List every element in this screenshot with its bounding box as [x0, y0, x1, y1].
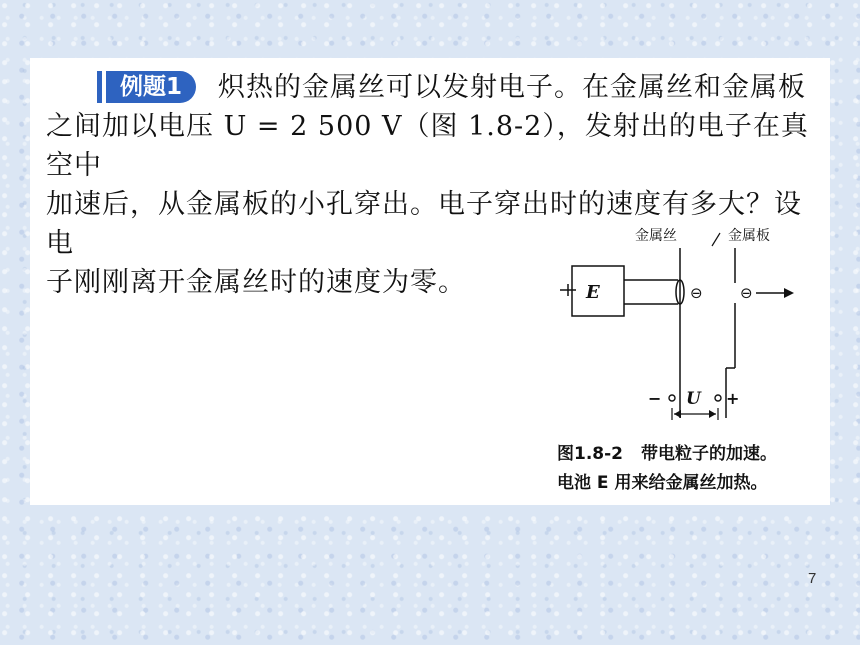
- problem-line-2: 之间加以电压 U = 2 500 V（图 1.8-2），发射出的电子在真空中: [46, 111, 809, 181]
- voltage-label: U: [686, 389, 701, 409]
- page-number: 7: [808, 570, 817, 587]
- plus-terminal: [715, 395, 721, 401]
- voltage-arrow-right: [709, 410, 716, 418]
- minus-terminal: [669, 395, 675, 401]
- plus-terminal-sign: +: [726, 389, 740, 408]
- minus-terminal-sign: −: [648, 389, 662, 408]
- voltage-arrow-left: [674, 410, 681, 418]
- problem-line-3: 加速后，从金属板的小孔穿出。电子穿出时的速度有多大？设电: [46, 189, 802, 259]
- problem-line-4: 子刚刚离开金属丝时的速度为零。: [46, 267, 466, 298]
- problem-line-1: 炽热的金属丝可以发射电子。在金属丝和金属板: [218, 72, 807, 103]
- content-panel: [30, 58, 830, 505]
- electron-near-wire: ⊖: [690, 284, 703, 302]
- wire-label: 金属丝: [635, 228, 677, 244]
- caption-title: 带电粒子的加速。: [641, 444, 777, 464]
- caption-line-1: [557, 440, 827, 469]
- electron-exiting: ⊖: [740, 284, 753, 302]
- plate-label: 金属板: [728, 228, 770, 244]
- figure-caption: [557, 440, 827, 498]
- caption-note: 电池 E 用来给金属丝加热。: [557, 473, 768, 493]
- caption-figure-number: 图1.8-2: [557, 444, 623, 464]
- electron-arrowhead: [784, 288, 794, 298]
- plate-label-leader: [712, 233, 720, 246]
- voltage-bar: [638, 384, 778, 434]
- example-badge: 例题1: [106, 71, 196, 103]
- battery-label: E: [586, 282, 600, 303]
